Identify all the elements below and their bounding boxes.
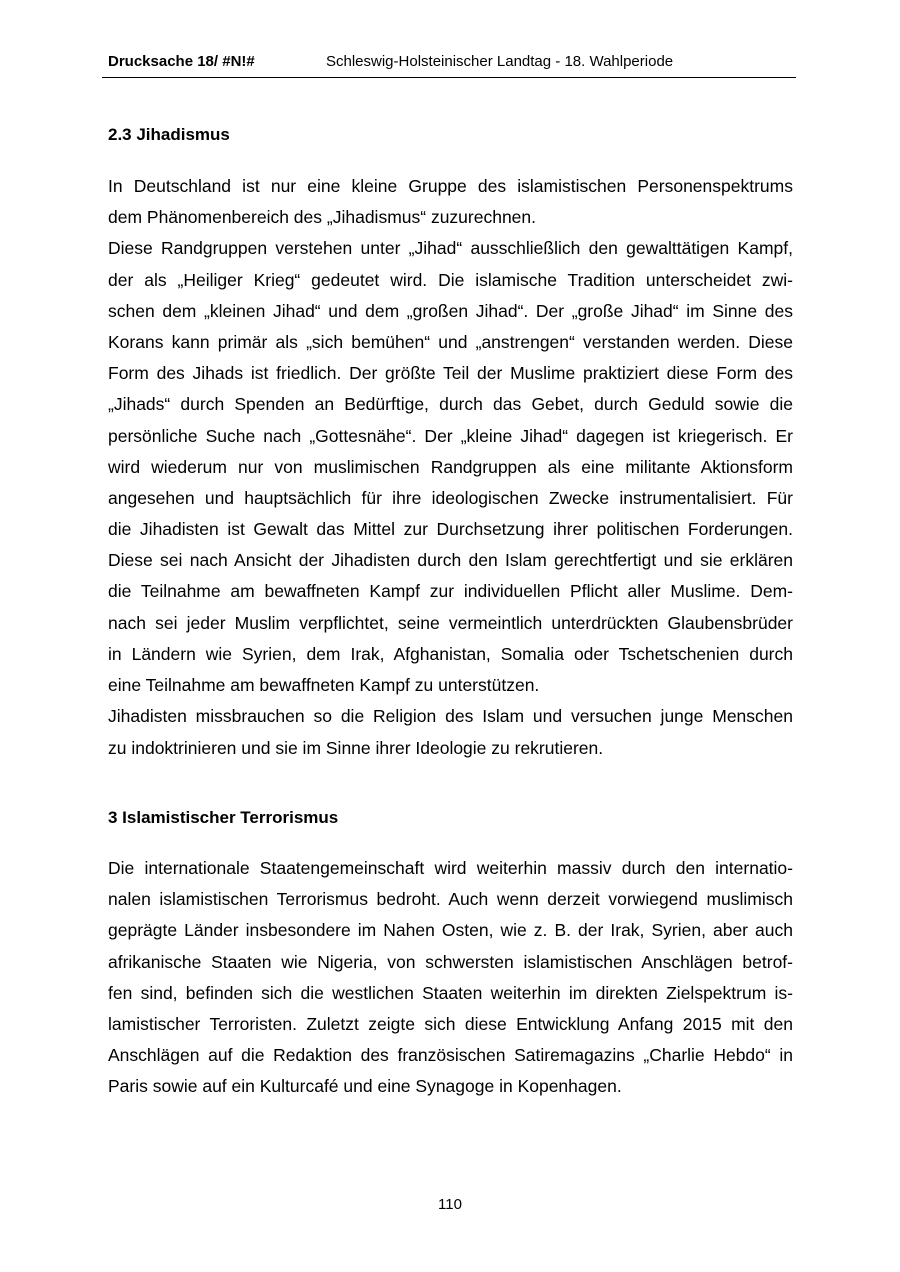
text-line: Diese sei nach Ansicht der Jihadisten durch den Islam gerechtfertigt und sie erklären <box>108 550 793 571</box>
text-line: wird wiederum nur von muslimischen Randgruppen als eine militante Aktionsform <box>108 456 793 477</box>
text-line: in Ländern wie Syrien, dem Irak, Afghanistan, Somalia oder Tschetschenien durch <box>108 643 793 664</box>
text-line: fen sind, befinden sich die westlichen Staaten weiterhin im direkten Zielspektrum is- <box>108 982 793 1003</box>
text-line: persönliche Suche nach „Gottesnähe“. Der „kleine Jihad“ dagegen ist kriegerisch. Er <box>108 425 793 446</box>
text-line: angesehen und hauptsächlich für ihre ideologischen Zwecke instrumentalisiert. Für <box>108 487 793 508</box>
text-line: nalen islamistischen Terrorismus bedroht. Auch wenn derzeit vorwiegend muslimisch <box>108 889 793 910</box>
text-line: „Jihads“ durch Spenden an Bedürftige, durch das Gebet, durch Geduld sowie die <box>108 394 793 415</box>
text-line: afrikanische Staaten wie Nigeria, von schwersten islamistischen Anschlägen betrof- <box>108 951 793 972</box>
text-line: Anschlägen auf die Redaktion des französischen Satiremagazins „Charlie Hebdo“ in <box>108 1045 793 1066</box>
text-line: In Deutschland ist nur eine kleine Gruppe des islamistischen Personenspektrums <box>108 176 793 196</box>
page-header <box>102 51 796 78</box>
text-line: Diese Randgruppen verstehen unter „Jihad“ ausschließlich den gewalttätigen Kampf, <box>108 238 793 259</box>
text-line: lamistischer Terroristen. Zuletzt zeigte sich diese Entwicklung Anfang 2015 mit den <box>108 1013 793 1034</box>
section-heading-jihadismus: 2.3 Jihadismus <box>108 125 230 144</box>
text-line: eine Teilnahme am bewaffneten Kampf zu unterstützen. <box>108 675 540 696</box>
text-line: die Teilnahme am bewaffneten Kampf zur individuellen Pflicht aller Muslime. Dem- <box>108 581 793 602</box>
paragraph-jihadismus-1 <box>108 171 793 233</box>
text-line: die Jihadisten ist Gewalt das Mittel zur Durchsetzung ihrer politischen Forderungen. <box>108 519 793 540</box>
text-line: Paris sowie auf ein Kulturcafé und eine Synagoge in Kopenhagen. <box>108 1076 622 1097</box>
text-line: zu indoktrinieren und sie im Sinne ihrer Ideologie zu rekrutieren. <box>108 737 604 758</box>
text-line: dem Phänomenbereich des „Jihadismus“ zuzurechnen. <box>108 207 537 228</box>
text-line: geprägte Länder insbesondere im Nahen Osten, wie z. B. der Irak, Syrien, aber auch <box>108 920 793 941</box>
page-number: 110 <box>438 1196 462 1213</box>
text-line: schen dem „kleinen Jihad“ und dem „großen Jihad“. Der „große Jihad“ im Sinne des <box>108 300 793 321</box>
text-line: Form des Jihads ist friedlich. Der größte Teil der Muslime praktiziert diese Form des <box>108 363 793 384</box>
text-line: Die internationale Staatengemeinschaft wird weiterhin massiv durch den internatio- <box>108 858 793 878</box>
landtag-title: Schleswig-Holsteinischer Landtag - 18. Wahlperiode <box>326 53 674 70</box>
drucksache-number: Drucksache 18/ #N!# <box>108 53 255 70</box>
text-line: Jihadisten missbrauchen so die Religion des Islam und versuchen junge Menschen <box>108 706 793 727</box>
paragraph-jihadismus-2 <box>108 233 793 701</box>
paragraph-terrorismus <box>108 853 793 1103</box>
text-line: Korans kann primär als „sich bemühen“ und „anstrengen“ verstanden werden. Diese <box>108 331 793 352</box>
paragraph-jihadismus-3 <box>108 701 793 763</box>
text-line: der als „Heiliger Krieg“ gedeutet wird. Die islamische Tradition unterscheidet zwi- <box>108 269 793 290</box>
section-heading-terrorismus: 3 Islamistischer Terrorismus <box>108 808 339 827</box>
text-line: nach sei jeder Muslim verpflichtet, seine vermeintlich unterdrückten Glaubensbrüder <box>108 612 793 633</box>
